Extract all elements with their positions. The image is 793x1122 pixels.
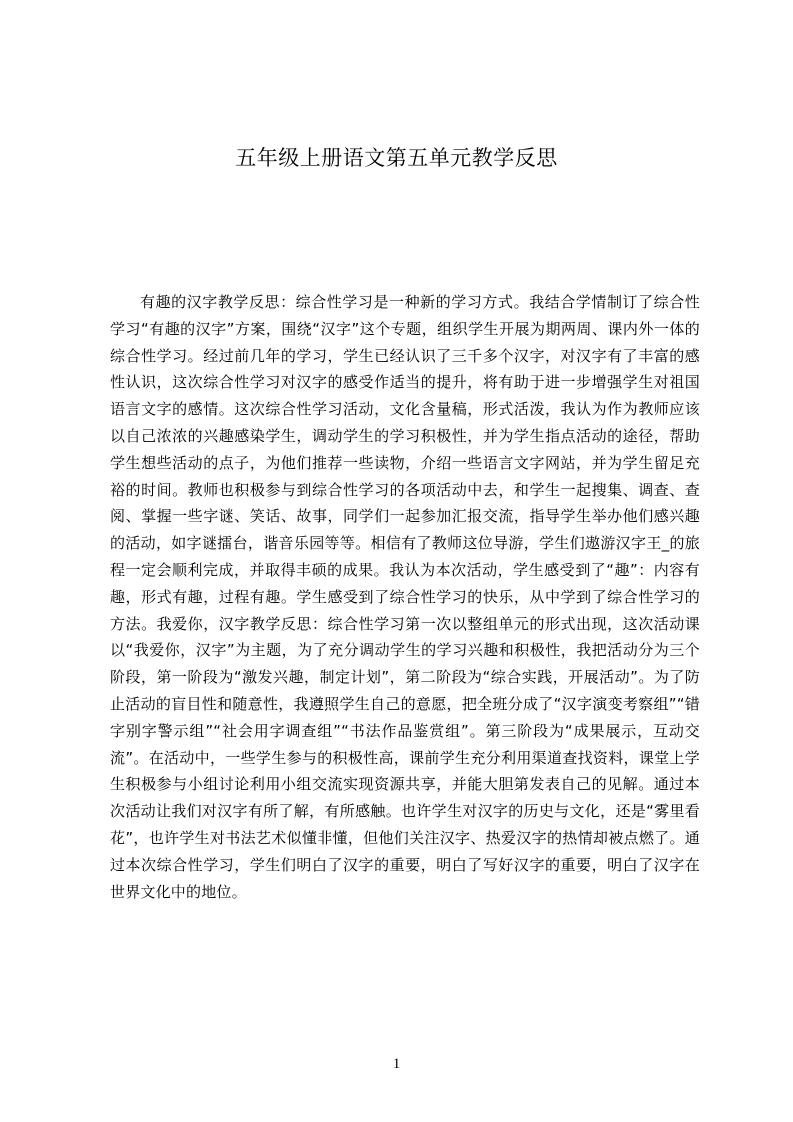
document-title: 五年级上册语文第五单元教学反思 <box>235 146 558 170</box>
page-number: 1 <box>392 1056 401 1072</box>
body-paragraph: 有趣的汉字教学反思：综合性学习是一种新的学习方式。我结合学情制订了综合性学习“有趣的汉字”方案，围绕“汉字”这个专题，组织学生开展为期两周、课内外一体的综合性学习。经过前几年的学习，学生已经认识了三千多个汉字，对汉字有了丰富的感性认识，这次综合性学习对汉字的感受作适当的提升，将有助于进一步增强学生对祖国语言文字的感情。这次综合性学习活动，文化含量稿，形式活泼，我认为作为教师应该以自己浓浓的兴趣感染学生，调动学生的学习积极性，并为学生指点活动的途径，帮助学生想些活动的点子，为他们推荐一些读物，介绍一些语言文字网站，并为学生留足充裕的时间。教师也积极参与到综合性学习的各项活动中去，和学生一起搜集、调查、查阅、掌握一些字谜、笑话、故事，同学们一起参加汇报交流，指导学生举办他们感兴趣的活动，如字谜擂台，谐音乐园等等。相信有了教师这位导游，学生们遨游汉字王_的旅程一定会顺利完成，并取得丰硕的成果。我认为本次活动，学生感受到了“趣”：内容有趣，形式有趣，过程有趣。学生感受到了综合性学习的快乐，从中学到了综合性学习的方法。我爱你，汉字教学反思：综合性学习第一次以整组单元的形式出现，这次活动课以“我爱你，汉字”为主题，为了充分调动学生的学习兴趣和积极性，我把活动分为三个阶段，第一阶段为“激发兴趣，制定计划”，第二阶段为“综合实践，开展活动”。为了防止活动的盲目性和随意性，我遵照学生自己的意愿，把全班分成了“汉字演变考察组”“错字别字警示组”“社会用字调查组”“书法作品鉴赏组”。第三阶段为“成果展示，互动交流”。在活动中，一些学生参与的积极性高，课前学生充分利用渠道查找资料，课堂上学生积极参与小组讨论利用小组交流实现资源共享，并能大胆第发表自己的见解。通过本次活动让我们对汉字有所了解，有所感触。也许学生对汉字的历史与文化，还是“雾里看花”，也许学生对书法艺术似懂非懂，但他们关注汉字、热爱汉字的热情却被点燃了。通过本次综合性学习，学生们明白了汉字的重要，明白了写好汉字的重要，明白了汉字在世界文化中的地位。 <box>110 293 700 901</box>
